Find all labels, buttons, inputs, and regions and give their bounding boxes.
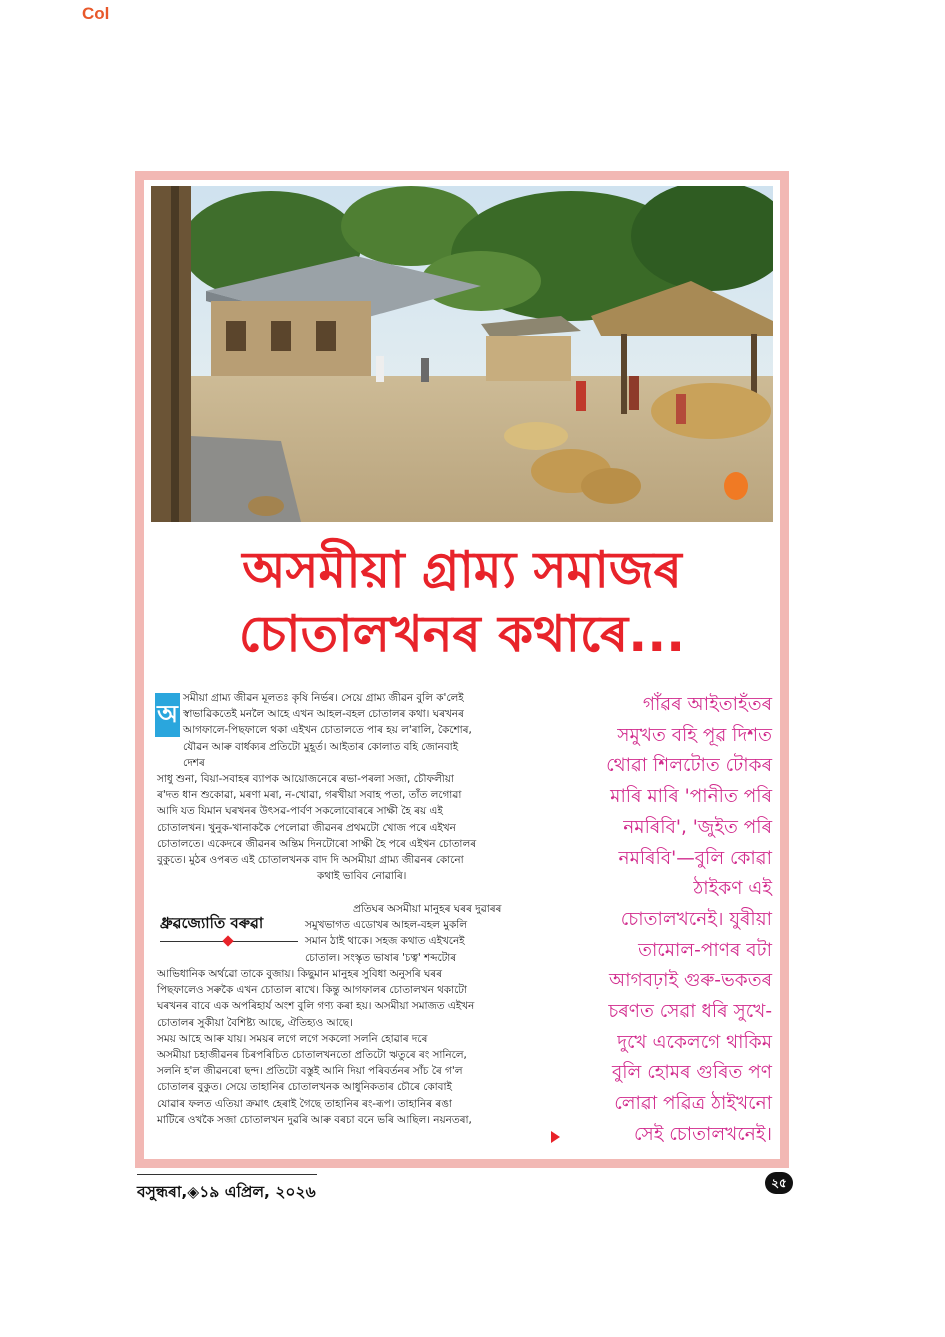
pullquote-line: নমৰিবি'—বুলি কোৱা [618,847,772,869]
text-line: সমীয়া গ্ৰাম্য জীৱন মূলতঃ কৃষি নিৰ্ভৰ। সেয়ে গ্ৰাম্য জীৱন বুলি ক'লেই [183,692,464,704]
pullquote-line: চোতালখনেই। যুৰীয়া [620,908,772,930]
headline-line-1: অসমীয়া গ্ৰাম্য সমাজৰ [242,541,682,599]
text-line: বুকুতে। মুঠৰ ওপৰত এই চোতালখনক বাদ দি অসমীয়া গ্ৰাম্য জীৱনৰ কোনো [157,854,464,867]
text-line: স্বাভাৱিকতেই মনলৈ আহে এখন আহল-বহল চোতালৰ কথা। ঘৰখনৰ [183,708,464,721]
corner-label: Col [82,4,110,23]
text-line: সময় আহে আৰু যায়। সময়ৰ লগে লগে সকলো সলনি হোৱাৰ দৰে [157,1032,428,1045]
author-byline: ধ্ৰুৱজ্যোতি বৰুৱা [160,914,264,932]
pullquote-line: থোৱা শিলটোত টোকৰ [606,755,772,777]
text-line: পিছফালেও সৰুকৈ এখন চোতাল ৰাখে। কিন্তু আগফালৰ চোতালখন থকাটো [157,984,467,997]
text-line: আগফালে-পিছফালে থকা এইখন চোতালতে পাৰ হয় ল'ৰালি, কৈশোৰ, [183,724,472,737]
pullquote-line: তামোল-পাণৰ বটা [638,939,772,961]
text-line: চোতাল। সংস্কৃত ভাষাৰ 'চত্ব' শব্দটোৰ [305,951,457,964]
text-line: চোতালৰ বুকুত। সেয়ে তাহানিৰ চোতালখনক আধুনিকতাৰ চৌৰে কোবাই [157,1081,452,1094]
text-line: অসমীয়া চহাজীৱনৰ চিৰপৰিচিত চোতালখনতো প্ৰতিটো ঋতুৰে ৰং সানিলে, [157,1049,467,1062]
publication-name: বসুন্ধৰা, [137,1183,188,1201]
pullquote-line: মাৰি মাৰি 'পানীত পৰি [610,786,772,808]
diamond-icon: ◈ [187,1183,200,1201]
text-line: ঘৰখনৰ বাবে এক অপৰিহাৰ্য অংশ বুলি গণ্য কৰা হয়। অসমীয়া সমাজত এইখন [157,1000,475,1013]
text-line: সাধু শুনা, বিয়া-সবাহৰ ব্যাপক আয়োজনেৰে ৰভা-পৰলা সজা, চৌফলীয়া [157,773,454,785]
pull-quote [566,690,772,1151]
pullquote-line: লোৱা পৱিত্ৰ ঠাইখনো [614,1093,772,1115]
footer-divider [137,1174,317,1175]
text-line: আভিধানিক অৰ্থৱো তাকে বুজায়। কিছুমান মানুহৰ সুবিধা অনুসৰি ঘৰৰ [157,968,443,980]
text-line: ৰ'দত ধান শুকোৱা, মৰণা মৰা, ন-খোৱা, গৰখীয়া সবাহ পতা, তাঁত লগোৱা [157,789,462,802]
page-footer [137,1180,316,1206]
pullquote-line: গাঁৱৰ আইতাহঁতৰ [642,694,772,715]
article-intro [183,690,553,771]
pullquote-line: আগবঢ়াই গুৰু-ভকতৰ [609,970,772,992]
issue-date: ১৯ এপ্ৰিল, ২০২৬ [199,1183,316,1201]
pullquote-line: নমৰিবি', 'জুইত পৰি [623,816,772,838]
continue-arrow-icon [551,1131,560,1143]
text-line: দেশৰ [183,756,205,769]
page-number: ২৫ [765,1172,793,1194]
pullquote-line: চৰণত সেৱা ধৰি সুখে- [608,1001,772,1023]
drop-cap: অ [155,693,180,737]
article-body-beside-byline [305,901,553,966]
text-line: কথাই ভাবিব নোৱাৰি। [317,870,407,883]
village-courtyard-photo [151,186,773,522]
article-body-bottom [157,966,553,1128]
text-line: মাটিৰে ওখকৈ সজা চোতালখন দুৱৰি আৰু বৰচা বনে ভৰি আছিল। নয়নতৰা, [157,1113,472,1126]
text-line: সমান ঠাই থাকে। সহজ কথাত এইখনেই [305,935,465,948]
text-line: প্ৰতিঘৰ অসমীয়া মানুহৰ ঘৰৰ দুৱাৰৰ [353,903,502,915]
pullquote-line: সেই চোতালখনেই। [634,1123,772,1145]
text-line: সলনি হ'ল জীৱনৰো ছন্দ। প্ৰতিটো বস্তুই আনি দিয়া পৰিবৰ্তনৰ সাঁচ ৰৈ গ'ল [157,1065,463,1078]
text-line: সমুখভাগত এডোখৰ আহল-বহল মুকলি [305,919,467,932]
article-headline [140,538,784,666]
headline-line-2: চোতালখনৰ কথাৰে... [238,605,686,663]
text-line: চোতালখন। খুনুক-খানাককৈ পেলোৱা জীৱনৰ প্ৰথমটো খোজ পৰে এইখন [157,821,456,834]
text-line: যৌৱন আৰু বাৰ্ধক্যৰ প্ৰতিটো মুহূৰ্ত। আইতাৰ কোলাত বহি জোনবাই [183,740,459,753]
text-line: চোতালৰ সুকীয়া বৈশিষ্ট্য আছে, ঐতিহ্যও আছে। [157,1016,353,1029]
text-line: আদি যত যিমান ঘৰখনৰ উৎসৱ-পাৰ্বণ সকলোবোৰৰে সাক্ষী হৈ ৰয় এই [157,805,443,818]
text-line: চোতালতে। একেদৰে জীৱনৰ অন্তিম দিনটোৰো সাক্ষী হৈ পৰে এইখন চোতালৰ [157,837,477,850]
article-body-top [157,771,553,884]
text-line: যোৱাৰ ফলত এতিয়া ক্ৰমাৎ হেৰাই গৈছে তাহানিৰ ৰং-ৰূপ। তাহানিৰ ৰঙা [157,1097,452,1110]
pullquote-line: সমুখত বহি পূৱ দিশত [617,724,772,746]
pullquote-line: দুখে একেলগে থাকিম [617,1031,772,1053]
pullquote-line: ঠাইকণ এই [693,878,772,900]
pullquote-line: বুলি হোমৰ গুৰিত পণ [611,1062,772,1084]
